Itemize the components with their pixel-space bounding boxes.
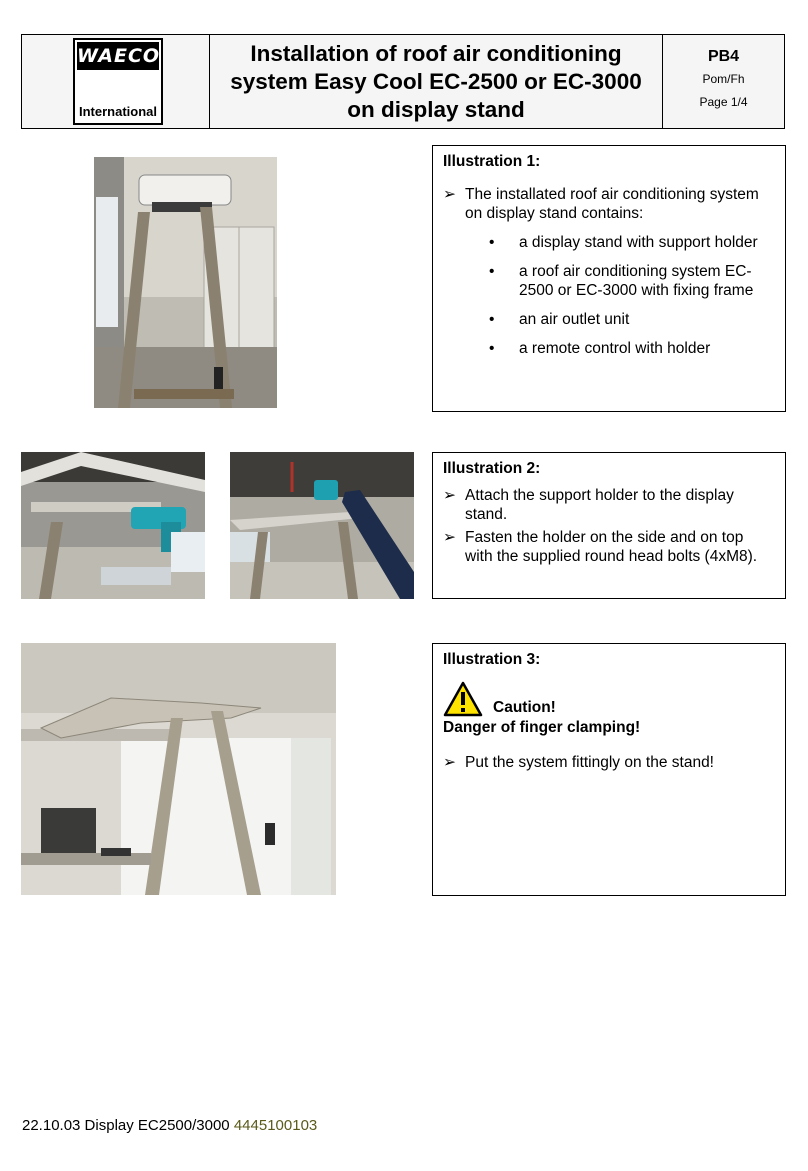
list-item xyxy=(443,753,775,772)
logo-subtitle: International xyxy=(78,104,157,119)
arrow-bullet-icon: ➢ xyxy=(443,754,456,771)
danger-text: Danger of finger clamping! xyxy=(443,719,641,736)
bullet-icon: • xyxy=(489,340,495,357)
photo-attach-holder xyxy=(21,452,205,599)
illustration-1-intro: The installated roof air conditioning system on display stand contains: xyxy=(465,186,759,222)
list-item xyxy=(489,233,775,252)
photo-system-on-stand xyxy=(21,643,336,895)
list-item xyxy=(489,339,775,358)
contents-list xyxy=(489,233,775,358)
list-item-text: a display stand with support holder xyxy=(519,234,758,251)
logo-wordmark: WAECO xyxy=(77,42,159,70)
illustration-2-box xyxy=(432,452,786,599)
bullet-icon: • xyxy=(489,263,495,280)
photo-fasten-holder xyxy=(230,452,414,599)
step-text: Fasten the holder on the side and on top with the supplied round head bolts (4xM8). xyxy=(465,529,758,565)
illustration-3-title: Illustration 3: xyxy=(443,651,541,668)
document-header xyxy=(21,34,785,129)
footer-text: 22.10.03 Display EC2500/3000 xyxy=(22,1117,230,1134)
list-item-text: an air outlet unit xyxy=(519,311,630,328)
step-text: Put the system fittingly on the stand! xyxy=(465,754,714,771)
document-footer xyxy=(22,1117,317,1134)
arrow-bullet-icon: ➢ xyxy=(443,186,456,203)
list-item-text: a roof air conditioning system EC-2500 or EC-3000 with fixing frame xyxy=(519,263,754,299)
document-code: PB4 xyxy=(707,48,740,65)
list-item-text: a remote control with holder xyxy=(519,340,711,357)
caution-notice xyxy=(443,681,775,717)
list-item xyxy=(489,262,775,300)
caution-label: Caution! xyxy=(493,699,556,716)
document-meta xyxy=(663,35,784,128)
bullet-icon: • xyxy=(489,311,495,328)
page-number: Page 1/4 xyxy=(699,95,748,109)
warning-triangle-icon xyxy=(443,681,483,717)
list-item xyxy=(489,310,775,329)
list-item xyxy=(443,486,775,524)
document-title: Installation of roof air conditioning system Easy Cool EC-2500 or EC-3000 on display stand xyxy=(210,35,663,128)
article-number: 4445100103 xyxy=(233,1117,318,1134)
illustration-1-box xyxy=(432,145,786,412)
list-item xyxy=(443,185,775,223)
bullet-icon: • xyxy=(489,234,495,251)
waeco-logo xyxy=(73,38,163,125)
photo-installed-stand xyxy=(94,157,277,408)
step-text: Attach the support holder to the display stand. xyxy=(465,487,734,523)
arrow-bullet-icon: ➢ xyxy=(443,487,456,504)
document-author: Pom/Fh xyxy=(702,72,745,86)
arrow-bullet-icon: ➢ xyxy=(443,529,456,546)
illustration-3-box xyxy=(432,643,786,896)
illustration-2-title: Illustration 2: xyxy=(443,460,541,477)
illustration-1-title: Illustration 1: xyxy=(443,153,541,170)
logo-cell xyxy=(22,35,210,128)
list-item xyxy=(443,528,775,566)
